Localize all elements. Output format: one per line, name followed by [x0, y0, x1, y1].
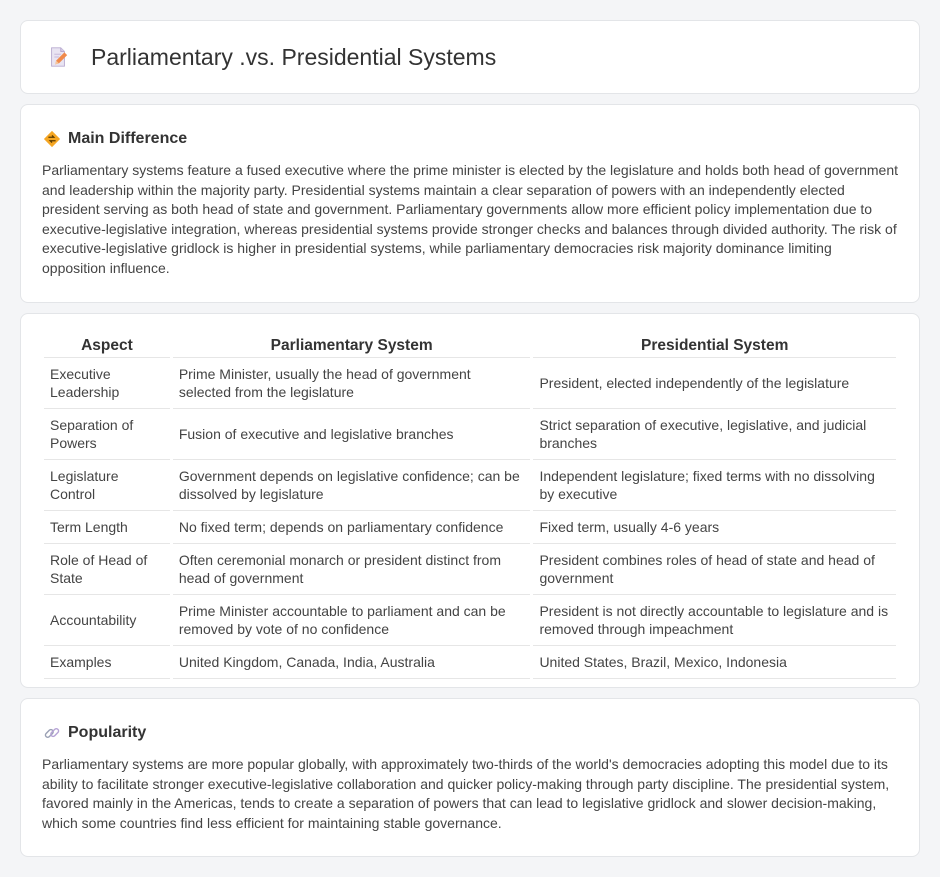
parliamentary-cell: No fixed term; depends on parliamentary confidence	[173, 511, 531, 544]
aspect-cell: Role of Head of State	[44, 544, 170, 595]
presidential-cell: Independent legislature; fixed terms with no dissolving by executive	[533, 460, 896, 511]
popularity-text: Parliamentary systems are more popular globally, with approximately two-thirds of the world's democracies adopting this model due to its ability to facilitate stronger executive-legislative collaboration and quicker policy-making through party discipline. The presidential system, favored mainly in the Americas, tends to create a separation of powers that can lead to legislative gridlock and slower decision-making, which some countries find less efficient for maintaining stable governance.	[42, 756, 890, 831]
presidential-cell: President combines roles of head of state and head of government	[533, 544, 896, 595]
link-icon	[43, 724, 61, 742]
parliamentary-cell: Government depends on legislative confidence; can be dissolved by legislature	[173, 460, 531, 511]
column-header-parliamentary: Parliamentary System	[173, 334, 531, 358]
parliamentary-cell: Prime Minister, usually the head of government selected from the legislature	[173, 358, 531, 409]
page-title: Parliamentary .vs. Presidential Systems	[91, 43, 497, 70]
presidential-cell: Fixed term, usually 4-6 years	[533, 511, 896, 544]
column-header-aspect: Aspect	[44, 334, 170, 358]
comparison-section	[20, 313, 920, 688]
table-row	[44, 409, 896, 460]
popularity-section	[20, 698, 920, 857]
presidential-cell: United States, Brazil, Mexico, Indonesia	[533, 646, 896, 679]
aspect-cell: Examples	[44, 646, 170, 679]
table-row	[44, 460, 896, 511]
aspect-cell: Legislature Control	[44, 460, 170, 511]
main-difference-section	[20, 104, 920, 303]
parliamentary-cell: Prime Minister accountable to parliament and can be removed by vote of no confidence	[173, 595, 531, 646]
parliamentary-cell: United Kingdom, Canada, India, Australia	[173, 646, 531, 679]
table-header-row	[44, 334, 896, 358]
aspect-cell: Separation of Powers	[44, 409, 170, 460]
table-row	[44, 511, 896, 544]
aspect-cell: Accountability	[44, 595, 170, 646]
document-edit-icon	[47, 46, 69, 68]
table-row	[44, 646, 896, 679]
table-row	[44, 544, 896, 595]
aspect-cell: Term Length	[44, 511, 170, 544]
main-difference-text: Parliamentary systems feature a fused executive where the prime minister is elected by the legislature and holds both head of government and leadership within the majority party. Presidential systems maintain a clear separation of powers with an independently elected president serving as both head of state and government. Parliamentary governments allow more efficient policy implementation due to executive-legislative integration, whereas presidential systems provide stronger checks and balances through divided authority. The risk of executive-legislative gridlock is higher in presidential systems, while parliamentary democracies risk majority dominance limiting opposition influence.	[42, 162, 899, 276]
presidential-cell: President, elected independently of the legislature	[533, 358, 896, 409]
presidential-cell: President is not directly accountable to legislature and is removed through impeachment	[533, 595, 896, 646]
parliamentary-cell: Fusion of executive and legislative branches	[173, 409, 531, 460]
parliamentary-cell: Often ceremonial monarch or president distinct from head of government	[173, 544, 531, 595]
column-header-presidential: Presidential System	[533, 334, 896, 358]
table-row	[44, 595, 896, 646]
table-row	[44, 358, 896, 409]
presidential-cell: Strict separation of executive, legislative, and judicial branches	[533, 409, 896, 460]
main-difference-heading: Main Difference	[68, 130, 188, 147]
diamond-arrows-icon	[43, 130, 61, 148]
comparison-table	[41, 334, 899, 679]
aspect-cell: Executive Leadership	[44, 358, 170, 409]
header-card	[20, 20, 920, 94]
popularity-heading: Popularity	[68, 724, 147, 741]
